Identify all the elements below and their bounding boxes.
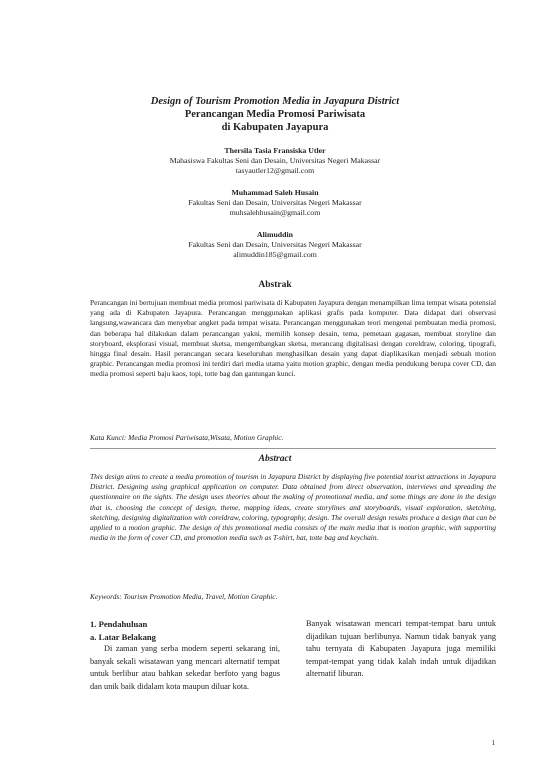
abstract-heading: Abstract bbox=[258, 454, 292, 464]
author-2 bbox=[60, 188, 490, 218]
divider bbox=[90, 448, 496, 449]
body-left-column bbox=[90, 618, 280, 693]
section-heading: 1. Pendahuluan bbox=[90, 619, 148, 629]
author-name: Muhammad Saleh Husain bbox=[231, 188, 319, 197]
body-paragraph-left: Di zaman yang serba modern seperti sekarang ini, banyak sekali wisatawan yang mencari alternatif tempat untuk berlibur atau bahkan sekedar berfoto yang bagus dan unik baik didalam kota maupun diluar kota. bbox=[90, 644, 280, 691]
author-name: Thersila Tasia Fransiska Utler bbox=[224, 146, 326, 155]
abstrak-heading: Abstrak bbox=[258, 280, 292, 290]
abstract-keywords: Keywords: Tourism Promotion Media, Travel, Motion Graphic. bbox=[90, 592, 278, 601]
abstrak-body: Perancangan ini bertujuan membuat media promosi pariwisata di Kabupaten Jayapura dengan menampilkan lima tempat wisata potensial yang ada di Kabupaten Jayapura. Perancangan menggunakan aplikasi grafis pada komputer. Data didapat dari observasi langsung,wawancara dan menyebar angket pada tempat wisata. Perancangan menggunakan teori mengenai pembuatan media promosi, dan beberapa hal dilakukan dalam perancangan yakni, memilih konsep desain, tema, pemetaan gagasan, membuat storyline dan storyboard, eksplorasi visual, membuat sketsa, mengembangkan sketsa, merancang digitalisasi dengan coreldraw, coloring, tipografi, hingga final desain. Hasil perancangan secara keseluruhan menghasilkan desain yang dapat diaplikasikan menjadi sebuah motion graphic. Perancangan media promosi ini terdiri dari media utama yaitu motion graphic, dengan media pendukung berupa cover CD, dan media promosi seperti baju kaos, topi, totte bag dan gantungan kunci. bbox=[90, 298, 496, 379]
author-email: tasyautler12@gmail.com bbox=[235, 166, 315, 175]
body-paragraph-right: Banyak wisatawan mencari tempat-tempat baru untuk dijadikan tujuan berlibunya. Namun tidak banyak yang tahu ternyata di Kabupaten Jayapura juga memiliki tempat-tempat yang tidak kalah indah untuk dijadikan alternatif liburan. bbox=[306, 619, 496, 678]
author-1 bbox=[60, 146, 490, 176]
title-indonesian-line2: di Kabupaten Jayapura bbox=[221, 122, 329, 133]
paper-header bbox=[60, 95, 490, 260]
abstrak-keywords: Kata Kunci: Media Promosi Pariwisata,Wisata, Motion Graphic. bbox=[90, 433, 284, 442]
author-name: Alimuddin bbox=[257, 230, 293, 239]
abstract-body: This design aims to create a media promotion of tourism in Jayapura District by displaying five potential tourist attractions in Jayapura District. Designing using graphical application on computer. Data obtained from direct observation, interviews and spreading the questionnaire on the sights. The design uses theories about the making of promotional media, and some things are done in the design that is, choosing the concept of design, theme, mapping ideas, create storylines and storyboards, visual exploration, sketching, sketching, designing digitalization with coreldraw, coloring, typography, design. The overall design results produce a design that can be applied to a motion graphic. The design of this promotional media consists of the main media that is motion graphic, with supporting media in the form of cover CD, and promotion media such as T-shirt, hat, totte bag and keychain. bbox=[90, 472, 496, 543]
author-affiliation: Fakultas Seni dan Desain, Universitas Negeri Makassar bbox=[188, 198, 362, 207]
author-3 bbox=[60, 230, 490, 260]
page-number: 1 bbox=[491, 739, 495, 747]
title-indonesian-line1: Perancangan Media Promosi Pariwisata bbox=[184, 109, 366, 120]
author-affiliation: Fakultas Seni dan Desain, Universitas Negeri Makassar bbox=[188, 240, 362, 249]
author-email: alimuddin185@gmail.com bbox=[233, 250, 317, 259]
subsection-heading: a. Latar Belakang bbox=[90, 631, 156, 642]
author-affiliation: Mahasiswa Fakultas Seni dan Desain, Universitas Negeri Makassar bbox=[169, 156, 381, 165]
author-email: muhsalehhusain@gmail.com bbox=[229, 208, 321, 217]
title-english: Design of Tourism Promotion Media in Jayapura District bbox=[150, 96, 400, 107]
body-right-column bbox=[306, 618, 496, 681]
